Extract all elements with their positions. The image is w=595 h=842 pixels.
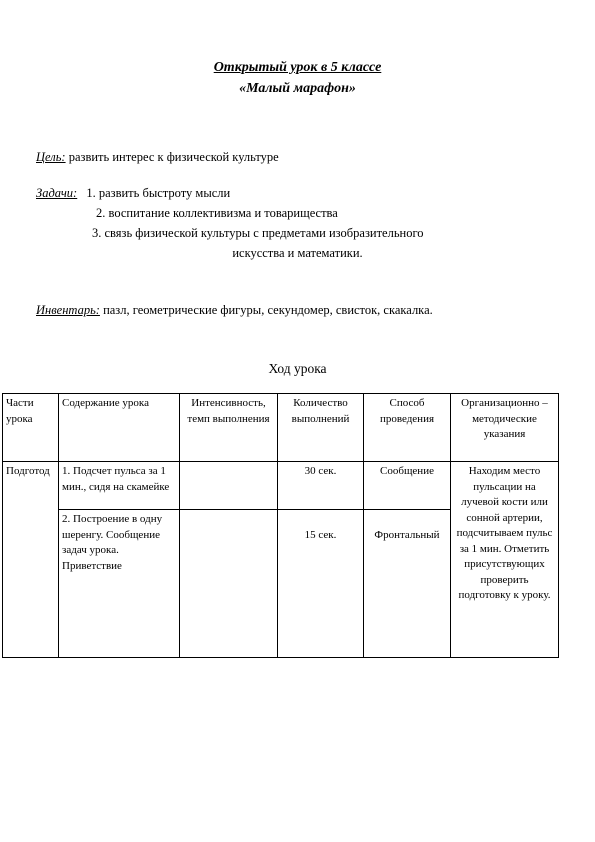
task-item: 2. воспитание коллективизма и товарищества [96, 206, 338, 220]
inventory-line [36, 303, 433, 318]
col-header: Способ проведения [364, 394, 451, 462]
tasks-label: Задачи: [36, 186, 78, 200]
document-title: Открытый урок в 5 классе [213, 60, 382, 75]
content-cell: 1. Подсчет пульса за 1 мин., сидя на скамейке [59, 462, 180, 510]
count-cell: 15 сек. [278, 510, 364, 658]
inventory-text: пазл, геометрические фигуры, секундомер, свисток, скакалка. [103, 303, 433, 317]
method-cell: Сообщение [364, 462, 451, 510]
method-cell: Фронтальный [364, 510, 451, 658]
count-cell: 30 сек. [278, 462, 364, 510]
col-header: Части урока [3, 394, 59, 462]
intensity-cell [180, 510, 278, 658]
intensity-cell [180, 462, 278, 510]
table-row [3, 462, 559, 510]
col-header: Количество выполнений [278, 394, 364, 462]
document-subtitle: «Малый марафон» [239, 81, 356, 96]
lesson-table [2, 393, 559, 658]
notes-cell: Находим место пульсации на лучевой кости или сонной артерии, подсчитываем пульс за 1 мин. Отметить присутствующих проверить подготовку к уроку. [451, 462, 559, 658]
col-header: Содержание урока [59, 394, 180, 462]
task-item: искусства и математики. [232, 246, 363, 260]
col-header: Интенсивность, темп выполнения [180, 394, 278, 462]
goal-line [36, 150, 279, 165]
part-cell: Подготод [3, 462, 59, 658]
section-heading: Ход урока [268, 361, 327, 376]
content-cell: 2. Построение в одну шеренгу. Сообщение задач урока. Приветствие [59, 510, 180, 658]
inventory-label: Инвентарь: [36, 303, 100, 317]
tasks-line-1 [36, 186, 230, 201]
goal-text: развить интерес к физической культуре [68, 150, 279, 164]
table-header-row [3, 394, 559, 462]
col-header: Организационно – методические указания [451, 394, 559, 462]
task-item: 3. связь физической культуры с предметами изобразительного [92, 226, 424, 240]
task-item: 1. развить быстроту мысли [86, 186, 231, 200]
goal-label: Цель: [36, 150, 66, 164]
